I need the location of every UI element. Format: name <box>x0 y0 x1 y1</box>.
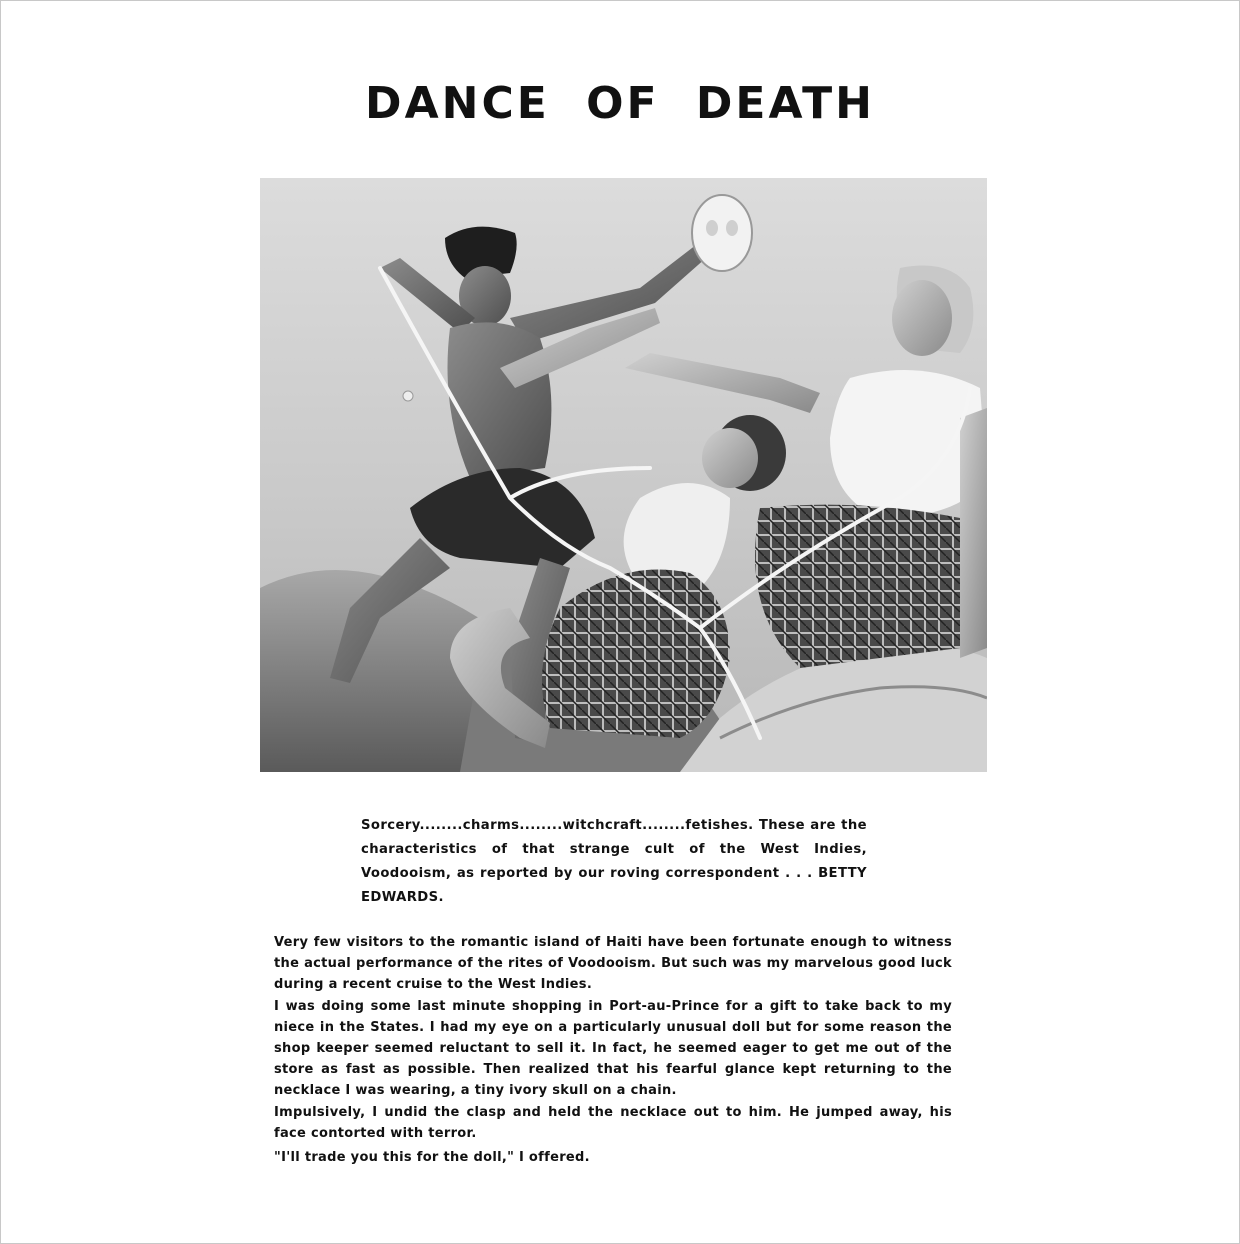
article-paragraph: Impulsively, I undid the clasp and held the necklace out to him. He jumped away, his face contorted with terror. <box>274 1104 952 1141</box>
voodoo-dance-photo <box>260 178 987 772</box>
article-paragraph: "I'll trade you this for the doll," I offered. <box>274 1150 590 1166</box>
article-body <box>274 932 952 1168</box>
article-paragraph: Very few visitors to the romantic island of Haiti have been fortunate enough to witness the actual performance of the rites of Voodooism. But such was my marvelous good luck during a recent cruise to the West Indies. <box>274 935 952 993</box>
white-skull-mask <box>692 195 752 271</box>
article-paragraph: I was doing some last minute shopping in Port-au-Prince for a gift to take back to my niece in the States. I had my eye on a particularly unusual doll but for some reason the shop keeper seemed reluctant to sell it. In fact, he seemed eager to get me out of the store as fast as possible. Then realized that his fearful glance kept returning to the necklace I was wearing, a tiny ivory skull on a chain. <box>274 998 952 1099</box>
article-intro: Sorcery........charms........witchcraft........fetishes. These are the characteristics of that strange cult of the West Indies, Voodooism, as reported by our roving correspondent . . . BETTY EDWARDS. <box>361 818 867 905</box>
article-title: DANCE OF DEATH <box>365 78 875 129</box>
